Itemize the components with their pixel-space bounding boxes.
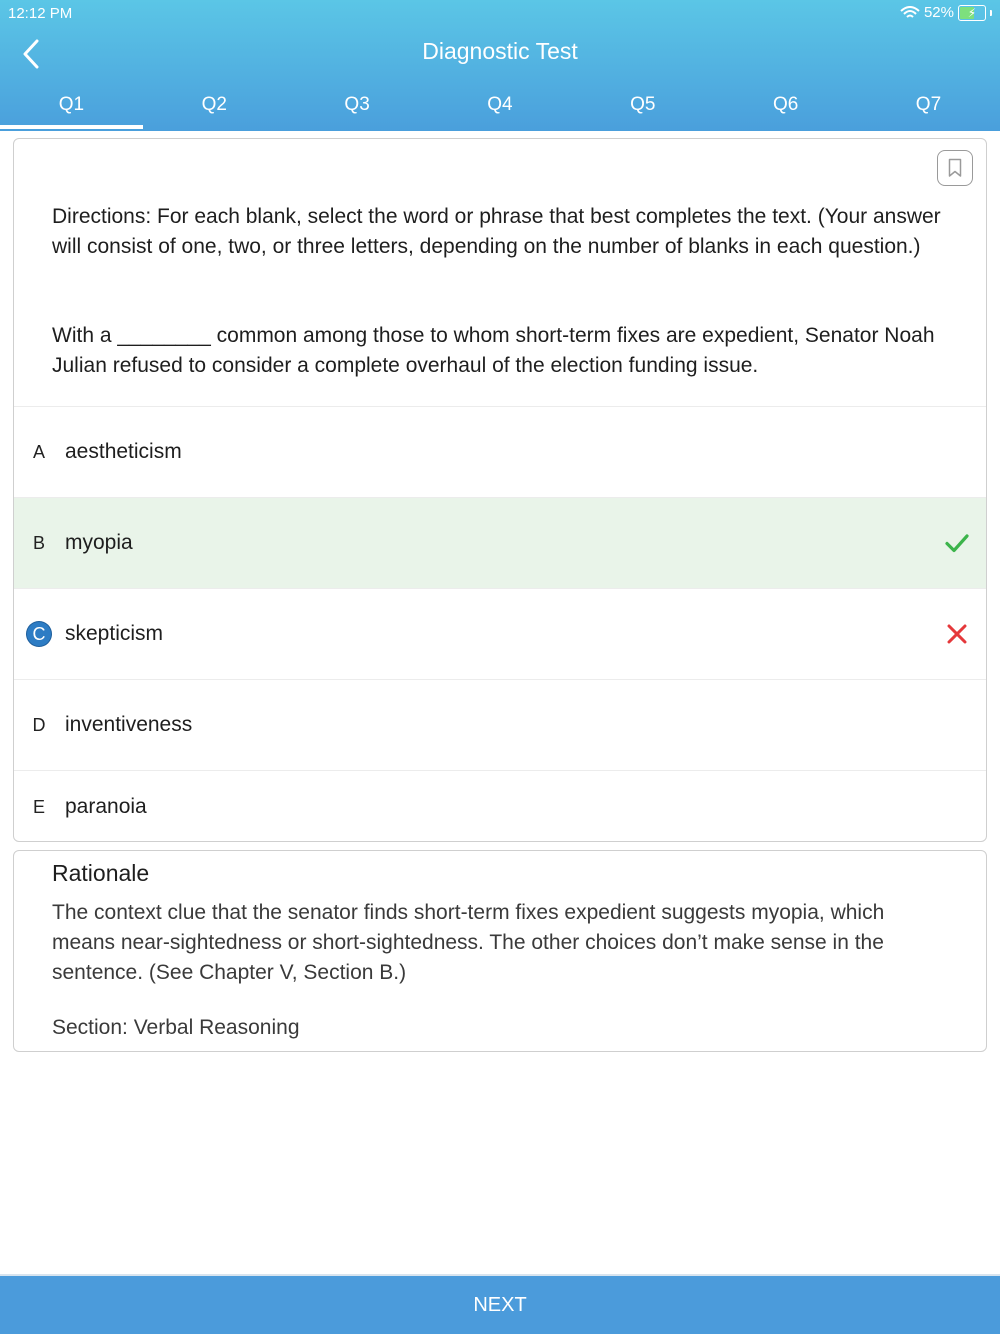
rationale-section: Section: Verbal Reasoning bbox=[52, 1016, 300, 1039]
stem-blank: ________ bbox=[117, 324, 211, 347]
stem-after: common among those to whom short-term fixes are expedient, Senator Noah Julian refused to consider a complete overhaul of the election funding issue. bbox=[52, 324, 935, 377]
bookmark-icon bbox=[948, 158, 962, 178]
rationale-title: Rationale bbox=[52, 860, 150, 886]
option-letter: E bbox=[32, 796, 45, 817]
next-button[interactable] bbox=[0, 1274, 1000, 1334]
battery-cap bbox=[990, 10, 992, 16]
tab-q3[interactable]: Q3 bbox=[344, 94, 370, 115]
app-header bbox=[0, 0, 1000, 131]
option-text: paranoia bbox=[65, 795, 147, 818]
rationale-body: The context clue that the senator finds short-term fixes expedient suggests myopia, which means near-sightedness or short-sightedness. The other choices don’t make sense in the sentence. (See Chapter V, Section B.) bbox=[52, 901, 885, 984]
page-title: Diagnostic Test bbox=[422, 38, 578, 64]
tab-q5[interactable]: Q5 bbox=[630, 94, 656, 115]
question-stem bbox=[52, 321, 952, 381]
wifi-icon bbox=[900, 6, 920, 20]
stem-before: With a bbox=[52, 324, 112, 347]
bookmark-button[interactable] bbox=[937, 150, 973, 186]
next-button-label: NEXT bbox=[473, 1293, 527, 1316]
option-a[interactable] bbox=[14, 406, 987, 497]
close-icon bbox=[944, 621, 970, 647]
question-card bbox=[13, 138, 987, 842]
option-text: inventiveness bbox=[65, 713, 193, 736]
tab-q7[interactable]: Q7 bbox=[915, 94, 942, 115]
option-b[interactable] bbox=[14, 497, 987, 588]
checkmark-icon bbox=[944, 530, 970, 556]
tab-q2[interactable]: Q2 bbox=[201, 94, 227, 115]
option-text: aestheticism bbox=[65, 440, 182, 463]
question-directions: Directions: For each blank, select the word or phrase that best completes the text. (Your answer will consist of one, two, or three letters, depending on the number of blanks in each question.) bbox=[52, 205, 941, 258]
option-letter: A bbox=[32, 441, 45, 462]
battery-percent: 52% bbox=[923, 4, 954, 21]
tab-q4[interactable]: Q4 bbox=[487, 94, 513, 115]
rationale-card bbox=[13, 850, 987, 1052]
charging-bolt-icon: ⚡ bbox=[967, 5, 977, 20]
option-text: myopia bbox=[65, 531, 133, 554]
status-bar bbox=[0, 0, 1000, 28]
option-letter-selected: C bbox=[27, 622, 51, 646]
option-e[interactable] bbox=[14, 770, 987, 842]
tab-q1[interactable]: Q1 bbox=[0, 84, 143, 131]
question-tabs bbox=[0, 84, 1000, 131]
tab-q6[interactable]: Q6 bbox=[772, 94, 799, 115]
option-d[interactable] bbox=[14, 679, 987, 770]
status-indicators bbox=[900, 4, 992, 21]
option-letter: D bbox=[32, 714, 46, 735]
option-letter: B bbox=[32, 532, 45, 553]
battery-icon bbox=[958, 5, 986, 21]
option-c[interactable] bbox=[14, 588, 987, 679]
option-text: skepticism bbox=[65, 622, 164, 645]
status-time: 12:12 PM bbox=[8, 5, 73, 22]
